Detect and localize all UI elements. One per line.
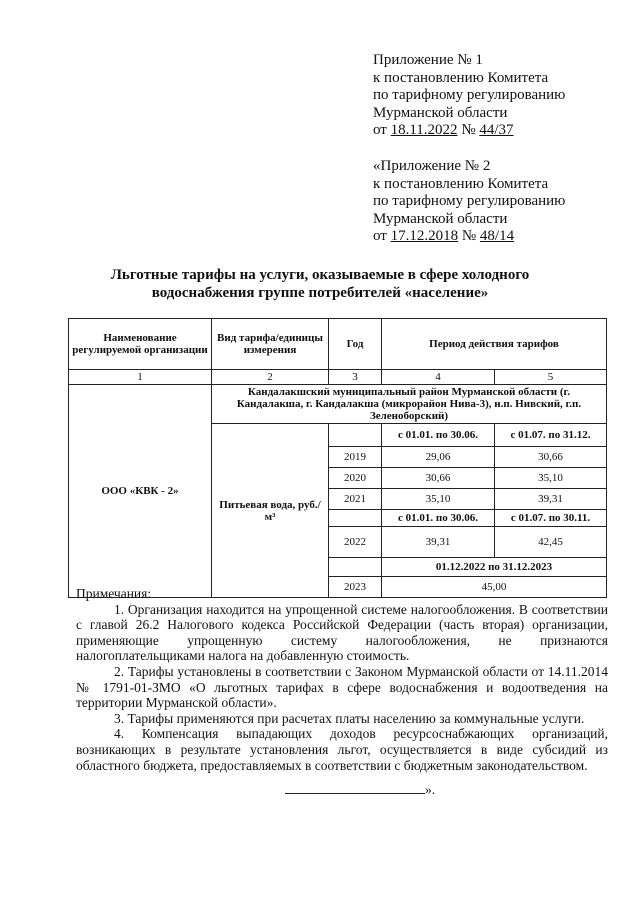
region-cell: Кандалакшский муниципальный район Мурманской области (г. Кандалакша, г. Кандалакша (микрорайон Нива-3), н.п. Нивский, г.п. Зеленоборский) [212,385,607,424]
empty-year-cell [329,510,382,527]
tariff-value: 39,31 [382,527,495,558]
tariff-value: 35,10 [495,468,607,489]
notes-section [76,586,608,773]
tariff-value: 30,66 [495,447,607,468]
appendix-date-line [373,122,565,140]
tariff-value: 45,00 [382,577,607,598]
appendix-line: Мурманской области [373,210,508,227]
year-cell: 2022 [329,527,382,558]
empty-year-cell [329,558,382,577]
note-item: 3. Тарифы применяются при расчетах платы населению за коммунальные услуги. [114,710,585,726]
appendix-2-header [373,158,565,246]
from-label: от [373,122,387,138]
period-header: с 01.01. по 30.06. [382,424,495,447]
number-sign: № [461,122,476,138]
appendix-date-line [373,228,565,246]
signature-line [285,785,425,794]
year-cell: 2023 [329,577,382,598]
col-number: 1 [69,370,212,385]
header-period: Период действия тарифов [382,319,607,370]
service-cell: Питьевая вода, руб./м³ [212,424,329,598]
note-item: 4. Компенсация выпадающих доходов ресурсоснабжающих организаций, возникающих в результате установления льгот, осуществляется в виде субсидий из областного бюджета, предоставляемых в соответствии с бюджетным законодательством. [76,726,608,773]
period-header: с 01.07. по 31.12. [495,424,607,447]
year-cell: 2019 [329,447,382,468]
appendix-line: Мурманской области [373,104,508,121]
period-header: с 01.07. по 30.11. [495,510,607,527]
header-org: Наименование регулируемой организации [69,319,212,370]
note-item: 2. Тарифы установлены в соответствии с Законом Мурманской области от 14.11.2014 № 1791-01-ЗМО «О льготных тарифах в сфере водоснабжения и водоотведения на территории Мурманской области». [76,663,608,711]
table-header-row [69,319,607,370]
year-cell: 2021 [329,489,382,510]
note-item: 1. Организация находится на упрощенной системе налогообложения. В соответствии с главой 26.2 Налогового кодекса Российской Федерации (часть вторая) организации, применяющие упрощенную систему налогообложения, не признаются налогоплательщиками налога на добавленную стоимость. [76,601,608,664]
appendix-line: к постановлению Комитета [373,69,549,86]
title-line: Льготные тарифы на услуги, оказываемые в сфере холодного [110,267,530,283]
col-number: 3 [329,370,382,385]
year-cell: 2020 [329,468,382,489]
decree-number: 44/37 [479,122,514,138]
tariff-value: 30,66 [382,468,495,489]
appendix-line: к постановлению Комитета [373,175,549,192]
header-year: Год [329,319,382,370]
appendix-line: по тарифному регулированию [373,87,566,103]
closing-quote: ». [425,782,436,797]
empty-year-cell [329,424,382,447]
period-header: 01.12.2022 по 31.12.2023 [382,558,607,577]
appendix-title: Приложение № 1 [373,52,483,68]
col-number: 4 [382,370,495,385]
decree-number: 48/14 [479,228,515,244]
appendix-1-header [373,52,565,140]
number-sign: № [461,228,477,244]
period-header: с 01.01. по 30.06. [382,510,495,527]
table-row [69,385,607,424]
tariff-value: 39,31 [495,489,607,510]
document-title [60,266,580,302]
title-line: водоснабжения группе потребителей «население» [151,285,489,301]
decree-date: 17.12.2018 [390,228,459,244]
header-kind: Вид тарифа/единицы измерения [212,319,329,370]
tariff-table [68,318,607,598]
tariff-value: 35,10 [382,489,495,510]
org-name-cell: ООО «КВК - 2» [69,385,212,598]
decree-date: 18.11.2022 [390,122,458,138]
tariff-value: 29,06 [382,447,495,468]
col-number: 2 [212,370,329,385]
from-label: от [373,228,387,244]
appendix-title: «Приложение № 2 [373,158,491,174]
notes-heading: Примечания: [76,586,152,601]
col-number: 5 [495,370,607,385]
tariff-value: 42,45 [495,527,607,558]
appendix-line: по тарифному регулированию [373,193,566,209]
column-numbers-row [69,370,607,385]
